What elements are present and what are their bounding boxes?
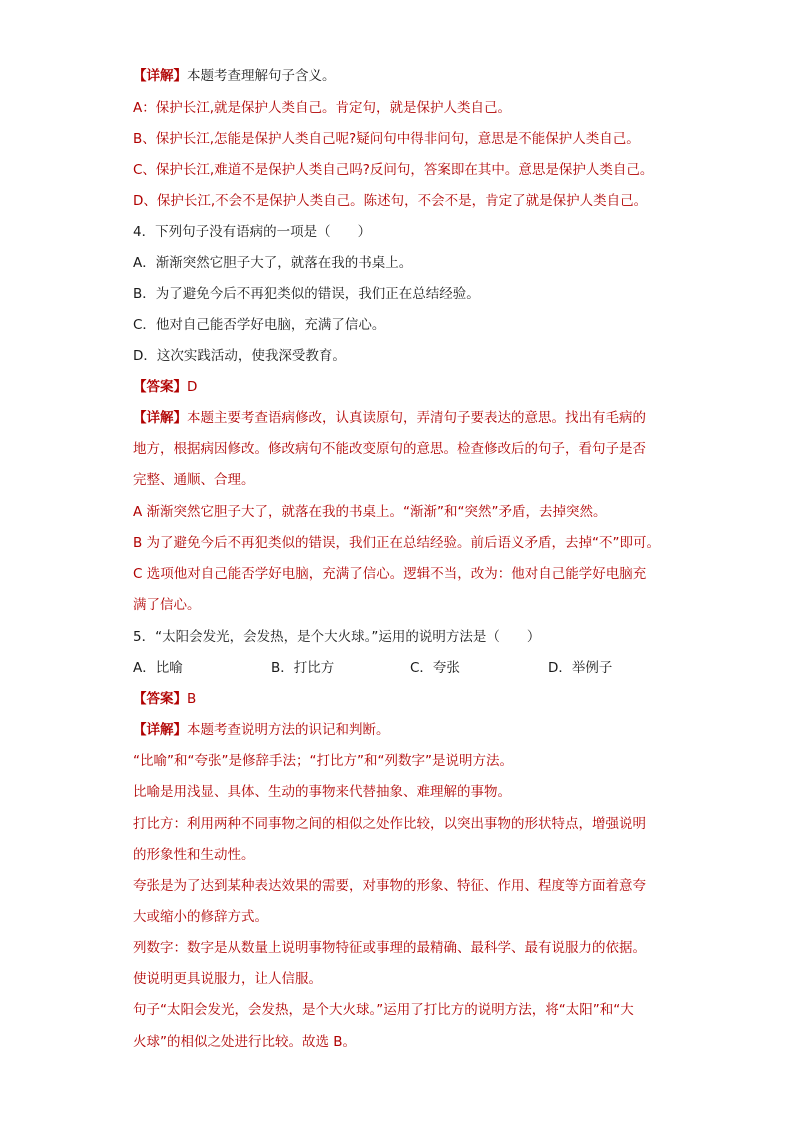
q5-detail-line: 的形象性和生动性。: [133, 847, 255, 863]
q4-analysis-line: A 渐渐突然它胆子大了，就落在我的书桌上。“渐渐”和“突然”矛盾，去掉突然。: [133, 504, 607, 520]
q5-detail-line: 使说明更具说服力，让人信服。: [133, 971, 322, 987]
detail-tag: 【详解】: [133, 68, 187, 84]
q4-detail-heading: [133, 408, 646, 428]
q5-detail-line: “比喻”和“夸张”是修辞手法；“打比方”和“列数字”是说明方法。: [133, 753, 513, 769]
q4-stem: 4．下列句子没有语病的一项是（ ）: [133, 224, 372, 240]
q4-answer: [133, 377, 197, 397]
q5-detail-line: 列数字：数字是从数量上说明事物特征或事理的最精确、最科学、最有说服力的依据。: [133, 940, 646, 956]
answer-tag: 【答案】: [133, 379, 187, 395]
answer-value: B: [187, 691, 197, 707]
detail-tag: 【详解】: [133, 410, 187, 426]
detail-text: 本题考查理解句子含义。: [187, 68, 336, 84]
q4-option: B．为了避免今后不再犯类似的错误，我们正在总结经验。: [133, 286, 480, 302]
q4-analysis-line: B 为了避免今后不再犯类似的错误，我们正在总结经验。前后语义矛盾，去掉“不”即可。: [133, 535, 661, 551]
q4-option: C．他对自己能否学好电脑，充满了信心。: [133, 317, 386, 333]
q5-detail-line: 句子“太阳会发光，会发热，是个大火球。”运用了打比方的说明方法，将“太阳”和“大: [133, 1002, 634, 1018]
q5-detail-line: 火球”的相似之处进行比较。故选 B。: [133, 1034, 357, 1050]
q5-option-c: C．夸张: [410, 660, 460, 676]
q4-analysis-line: 满了信心。: [133, 597, 201, 613]
q3-detail-line: A：保护长江,就是保护人类自己。肯定句，就是保护人类自己。: [133, 100, 512, 116]
q5-stem: 5．“太阳会发光，会发热，是个大火球。”运用的说明方法是（ ）: [133, 629, 541, 645]
q3-detail-line: D、保护长江,不会不是保护人类自己。陈述句，不会不是，肯定了就是保护人类自己。: [133, 193, 648, 209]
q5-option-d: D．举例子: [548, 660, 613, 676]
detail-text: 本题考查说明方法的识记和判断。: [187, 722, 390, 738]
q3-detail-heading: [133, 66, 336, 86]
q5-detail-line: 比喻是用浅显、具体、生动的事物来代替抽象、难理解的事物。: [133, 784, 511, 800]
q4-detail-line: 完整、通顺、合理。: [133, 472, 255, 488]
q4-detail-line: 地方，根据病因修改。修改病句不能改变原句的意思。检查修改后的句子，看句子是否: [133, 441, 646, 457]
q5-detail-line: 夸张是为了达到某种表达效果的需要，对事物的形象、特征、作用、程度等方面着意夸: [133, 878, 646, 894]
q4-option: A．渐渐突然它胆子大了，就落在我的书桌上。: [133, 255, 413, 271]
q4-analysis-line: C 选项他对自己能否学好电脑，充满了信心。逻辑不当，改为：他对自己能学好电脑充: [133, 566, 647, 582]
q5-detail-line: 打比方：利用两种不同事物之间的相似之处作比较，以突出事物的形状特点，增强说明: [133, 816, 646, 832]
q3-detail-line: B、保护长江,怎能是保护人类自己呢?疑问句中得非问句，意思是不能保护人类自己。: [133, 131, 640, 147]
answer-value: D: [187, 379, 198, 395]
q5-option-b: B．打比方: [271, 660, 335, 676]
detail-tag: 【详解】: [133, 722, 187, 738]
q5-option-a: A．比喻: [133, 660, 183, 676]
answer-tag: 【答案】: [133, 691, 187, 707]
q5-answer: [133, 689, 196, 709]
q3-detail-line: C、保护长江,难道不是保护人类自己吗?反问句，答案即在其中。意思是保护人类自己。: [133, 162, 654, 178]
detail-text: 本题主要考查语病修改，认真读原句，弄清句子要表达的意思。找出有毛病的: [187, 410, 646, 426]
q5-detail-line: 大或缩小的修辞方式。: [133, 909, 268, 925]
q5-detail-heading: [133, 720, 390, 740]
q4-option: D．这次实践活动，使我深受教育。: [133, 348, 346, 364]
